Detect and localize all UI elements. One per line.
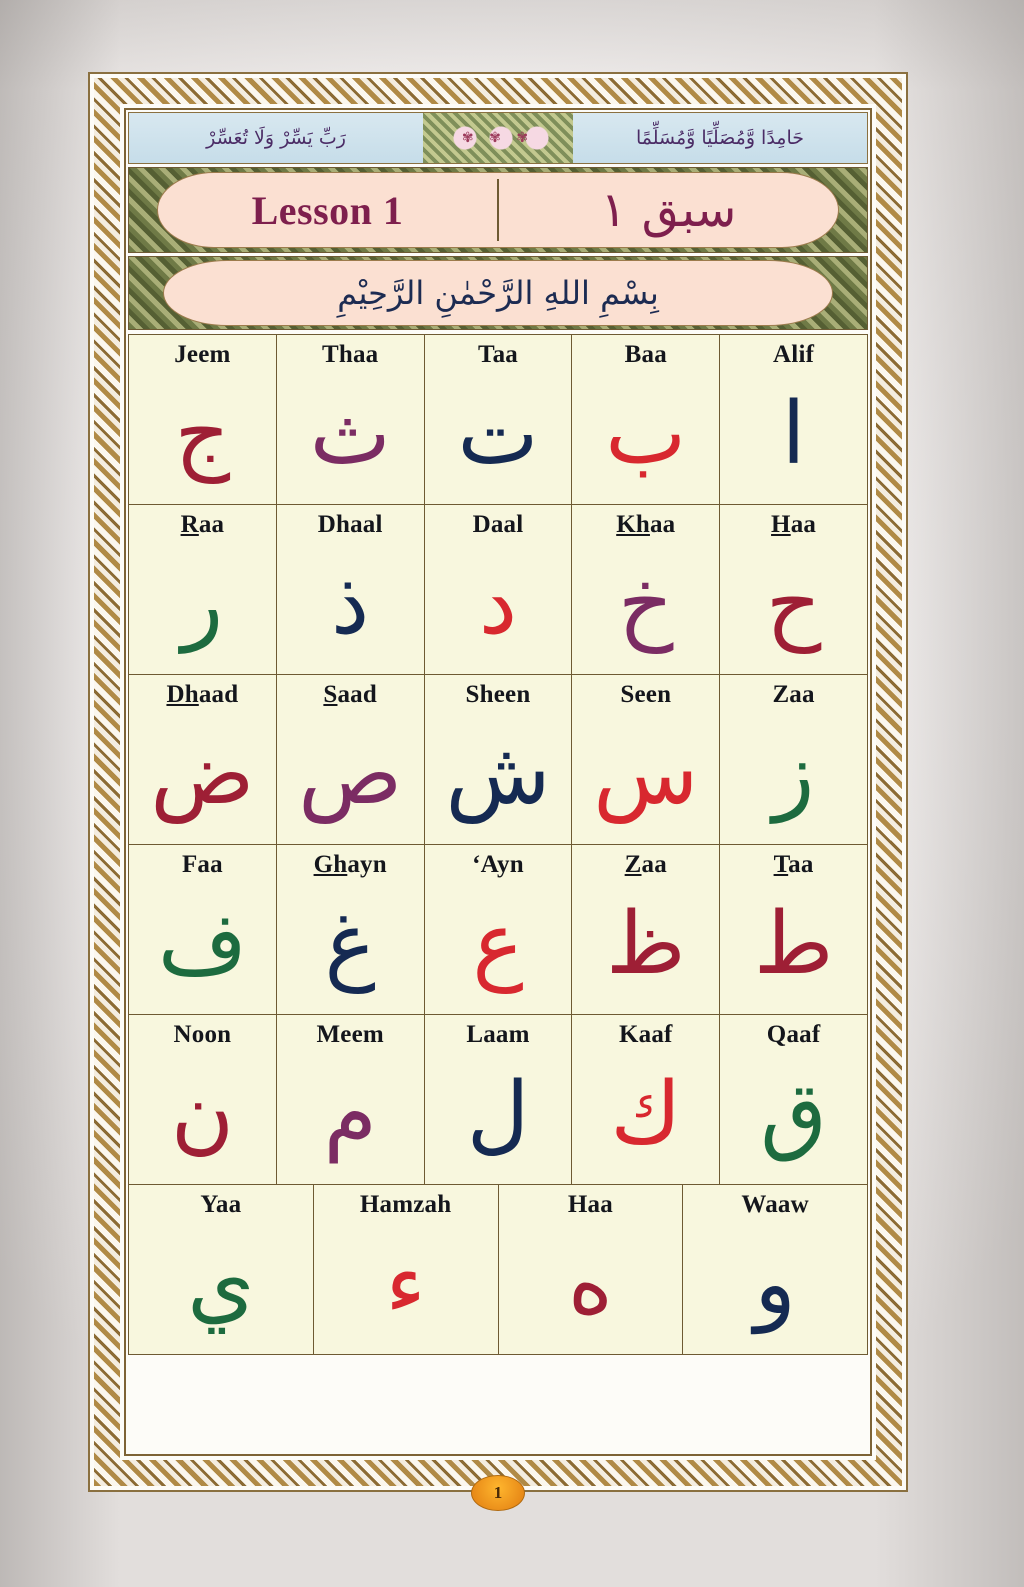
letter-cell[interactable] bbox=[720, 845, 868, 1015]
letter-name: Waaw bbox=[741, 1191, 809, 1218]
lesson-title-arabic: سبق ١ bbox=[600, 182, 737, 238]
letter-cell[interactable] bbox=[277, 1015, 425, 1185]
letter-row bbox=[129, 1015, 868, 1185]
letter-cell[interactable] bbox=[683, 1185, 868, 1355]
letter-name: Sheen bbox=[465, 681, 531, 708]
arabic-letter: غ bbox=[324, 893, 376, 994]
letter-name: Raa bbox=[180, 511, 225, 538]
letter-cell[interactable] bbox=[425, 335, 573, 505]
alphabet-grid bbox=[128, 334, 868, 1355]
arabic-letter: ب bbox=[605, 383, 687, 484]
letter-row bbox=[129, 505, 868, 675]
letter-cell[interactable] bbox=[129, 1185, 314, 1355]
arabic-letter: ه bbox=[567, 1233, 613, 1334]
letter-name: Zaa bbox=[624, 851, 667, 878]
letter-cell[interactable] bbox=[720, 675, 868, 845]
letter-row bbox=[129, 335, 868, 505]
letter-cell[interactable] bbox=[720, 1015, 868, 1185]
letter-name: Taa bbox=[773, 851, 814, 878]
basmala-text: بِسْمِ اللهِ الرَّحْمٰنِ الرَّحِيْمِ bbox=[163, 260, 833, 326]
letter-name: Zaa bbox=[772, 681, 815, 708]
letter-name: Saad bbox=[323, 681, 377, 708]
letter-name: Jeem bbox=[174, 341, 231, 368]
letter-name: Yaa bbox=[200, 1191, 242, 1218]
letter-cell[interactable] bbox=[277, 675, 425, 845]
arabic-letter: ف bbox=[157, 893, 247, 994]
arabic-letter: ز bbox=[772, 723, 815, 824]
letter-cell[interactable] bbox=[129, 505, 277, 675]
page-content bbox=[128, 112, 868, 1452]
lesson-banner-plate bbox=[157, 172, 839, 248]
letter-cell[interactable] bbox=[572, 335, 720, 505]
arabic-letter: ظ bbox=[606, 893, 686, 994]
arabic-letter: ع bbox=[472, 893, 524, 994]
arabic-letter: م bbox=[323, 1063, 377, 1164]
dua-left: رَبِّ يَسِّرْ وَلَا تُعَسِّرْ bbox=[206, 126, 346, 149]
letter-cell[interactable] bbox=[720, 335, 868, 505]
arabic-letter: ذ bbox=[331, 553, 370, 654]
letter-name: Baa bbox=[624, 341, 667, 368]
dua-right: حَامِدًا وَّمُصَلِّيًا وَّمُسَلِّمًا bbox=[635, 126, 805, 149]
letter-cell[interactable] bbox=[425, 845, 573, 1015]
letter-cell[interactable] bbox=[129, 845, 277, 1015]
letter-cell[interactable] bbox=[572, 505, 720, 675]
arabic-letter: ص bbox=[298, 723, 403, 824]
letter-cell[interactable] bbox=[499, 1185, 684, 1355]
letter-cell[interactable] bbox=[129, 335, 277, 505]
arabic-letter: ت bbox=[457, 383, 539, 484]
letter-cell[interactable] bbox=[425, 505, 573, 675]
letter-name: Khaa bbox=[616, 511, 676, 538]
letter-name: Laam bbox=[466, 1021, 530, 1048]
arabic-letter: ط bbox=[753, 893, 834, 994]
arabic-letter: ض bbox=[150, 723, 255, 824]
letter-cell[interactable] bbox=[314, 1185, 499, 1355]
letter-name: Alif bbox=[773, 341, 815, 368]
letter-cell[interactable] bbox=[277, 845, 425, 1015]
letter-cell[interactable] bbox=[277, 335, 425, 505]
letter-row bbox=[129, 675, 868, 845]
arabic-letter: ق bbox=[760, 1063, 827, 1164]
arabic-letter: س bbox=[593, 723, 699, 824]
lesson-title-english: Lesson 1 bbox=[251, 187, 404, 233]
letter-cell[interactable] bbox=[720, 505, 868, 675]
arabic-letter: ك bbox=[610, 1063, 682, 1164]
floral-ornament bbox=[423, 113, 573, 163]
lesson-page bbox=[88, 72, 908, 1502]
letter-name: Faa bbox=[181, 851, 223, 878]
letter-name: Dhaad bbox=[166, 681, 239, 708]
arabic-letter: ج bbox=[174, 383, 231, 484]
arabic-letter: ا bbox=[781, 383, 806, 484]
letter-cell[interactable] bbox=[129, 1015, 277, 1185]
arabic-letter: ش bbox=[445, 723, 551, 824]
letter-name: Daal bbox=[472, 511, 524, 538]
letter-name: Noon bbox=[173, 1021, 232, 1048]
arabic-letter: و bbox=[754, 1233, 796, 1334]
letter-name: ‘Ayn bbox=[472, 851, 524, 878]
arabic-letter: خ bbox=[618, 553, 674, 654]
arabic-letter: ن bbox=[170, 1063, 234, 1164]
arabic-letter: ل bbox=[466, 1063, 530, 1164]
letter-name: Seen bbox=[620, 681, 672, 708]
arabic-letter: د bbox=[478, 553, 518, 654]
arabic-letter: ي bbox=[187, 1233, 255, 1334]
letter-name: Kaaf bbox=[619, 1021, 673, 1048]
dua-strip bbox=[128, 112, 868, 164]
letter-name: Qaaf bbox=[766, 1021, 821, 1048]
letter-name: Haa bbox=[567, 1191, 613, 1218]
letter-cell[interactable] bbox=[425, 1015, 573, 1185]
letter-name: Haa bbox=[771, 511, 817, 538]
letter-name: Thaa bbox=[322, 341, 379, 368]
arabic-letter: ر bbox=[181, 553, 224, 654]
arabic-letter: ث bbox=[309, 383, 391, 484]
arabic-letter: ح bbox=[765, 553, 822, 654]
letter-row bbox=[129, 845, 868, 1015]
letter-cell[interactable] bbox=[572, 845, 720, 1015]
lesson-banner bbox=[128, 167, 868, 253]
letter-cell[interactable] bbox=[277, 505, 425, 675]
letter-cell[interactable] bbox=[129, 675, 277, 845]
letter-name: Meem bbox=[316, 1021, 384, 1048]
arabic-letter: ء bbox=[385, 1233, 426, 1334]
letter-cell[interactable] bbox=[572, 1015, 720, 1185]
basmala-strip bbox=[128, 256, 868, 330]
letter-cell[interactable] bbox=[425, 675, 573, 845]
letter-name: Ghayn bbox=[313, 851, 387, 878]
letter-cell[interactable] bbox=[572, 675, 720, 845]
letter-name: Taa bbox=[478, 341, 518, 368]
letter-name: Dhaal bbox=[317, 511, 383, 538]
letter-name: Hamzah bbox=[359, 1191, 452, 1218]
letter-row bbox=[129, 1185, 868, 1355]
page-number: 1 bbox=[471, 1475, 525, 1511]
